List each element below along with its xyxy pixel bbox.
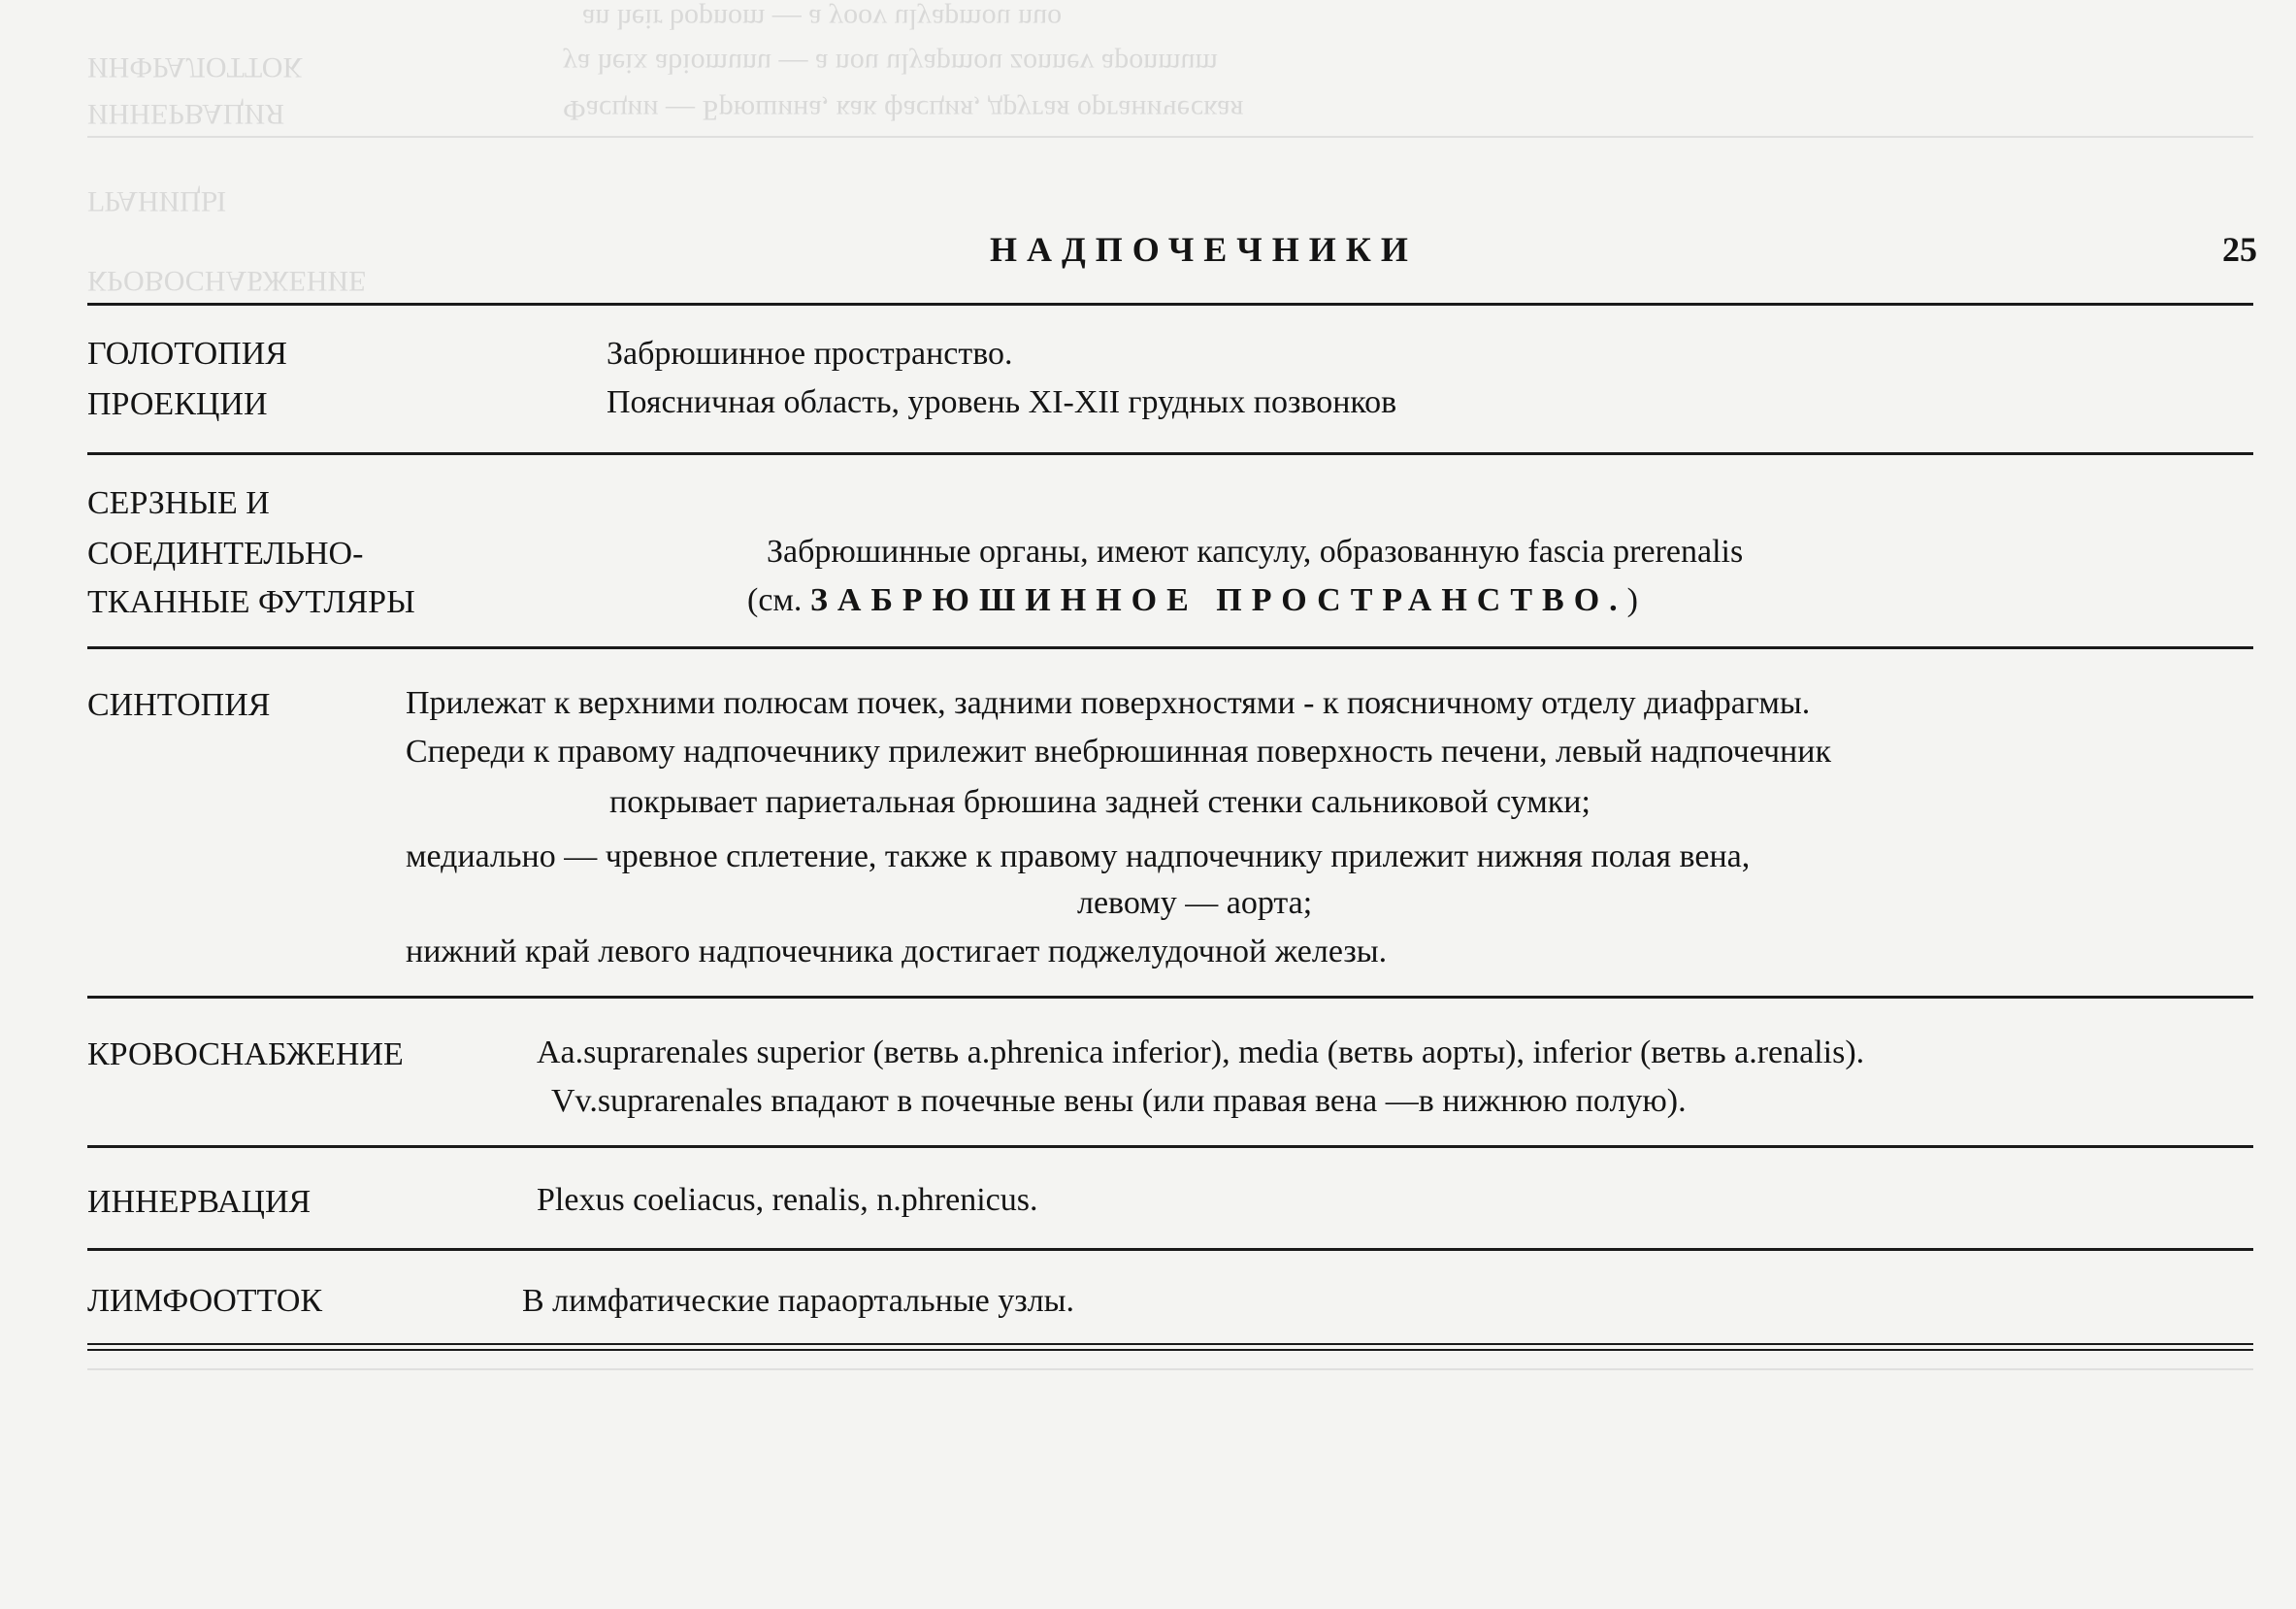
- label-fasciae-1: СЕРЗНЫЕ И: [87, 485, 270, 521]
- fasciae-ref-suffix: ): [1626, 582, 1638, 618]
- bleed-through-label: ИННЕРВАЦИЯ: [87, 98, 285, 130]
- text-fasciae-1: Забрюшинные органы, имеют капсулу, образованную fascia prerenalis: [767, 534, 1744, 570]
- label-blood-supply: КРОВОСНАБЖЕНИЕ: [87, 1036, 404, 1072]
- section-divider: [87, 646, 2253, 649]
- text-syntopia-4: медиально — чревное сплетение, также к правому надпочечнику прилежит нижняя полая вена,: [406, 838, 1751, 874]
- text-projections: Поясничная область, уровень XI-XII грудных позвонков: [607, 384, 1397, 420]
- text-syntopia-2: Спереди к правому надпочечнику прилежит внебрюшинная поверхность печени, левый надпочечник: [406, 734, 1831, 770]
- text-syntopia-3: покрывает париетальная брюшина задней стенки сальниковой сумки;: [609, 784, 1591, 820]
- label-syntopia: СИНТОПИЯ: [87, 687, 271, 723]
- text-blood-supply-1: Aa.suprarenales superior (ветвь a.phrenica inferior), media (ветвь аорты), inferior (ветвь a.renalis).: [537, 1034, 1865, 1070]
- bleed-through-rule: [87, 136, 2253, 138]
- section-divider: [87, 1248, 2253, 1251]
- cross-reference-link: ЗАБРЮШИННОЕ ПРОСТРАНСТВО.: [809, 582, 1627, 618]
- footer-rule: [87, 1343, 2253, 1345]
- text-golotopia: Забрюшинное пространство.: [607, 336, 1013, 372]
- label-projections: ПРОЕКЦИИ: [87, 386, 268, 422]
- label-lymph: ЛИМФООТТОК: [87, 1283, 323, 1319]
- label-golotopia: ГОЛОТОПИЯ: [87, 336, 287, 372]
- section-divider: [87, 1145, 2253, 1148]
- header-rule: [87, 303, 2253, 306]
- text-fasciae-2: [747, 582, 1638, 619]
- page-title: НАДПОЧЕЧНИКИ: [990, 230, 1418, 269]
- text-blood-supply-2: Vv.suprarenales впадают в почечные вены (или правая вена —в нижнюю полую).: [551, 1083, 1687, 1119]
- label-fasciae-2: СОЕДИНТЕЛЬНО-: [87, 536, 364, 572]
- bleed-through-rule: [87, 1368, 2253, 1370]
- section-divider: [87, 996, 2253, 999]
- page-number: 25: [2222, 230, 2257, 269]
- bleed-through-label: ИНФРАЛОТТОК: [87, 51, 303, 83]
- bleed-through-label: КРОВОСНАБЖЕНИЕ: [87, 265, 367, 297]
- text-innervation: Plexus coeliacus, renalis, n.phrenicus.: [537, 1182, 1038, 1218]
- text-syntopia-1: Прилежат к верхними полюсам почек, задними поверхностями - к поясничному отделу диафрагмы.: [406, 685, 1811, 721]
- fasciae-ref-prefix: (см.: [747, 582, 803, 618]
- text-lymph: В лимфатические параортальные узлы.: [522, 1283, 1075, 1319]
- label-fasciae-3: ТКАННЫЕ ФУТЛЯРЫ: [87, 584, 415, 620]
- text-syntopia-5: левому — аорта;: [1077, 885, 1313, 921]
- section-divider: [87, 452, 2253, 455]
- bleed-through-line: an heir bopnom — a yoov ulyapmou nuo: [582, 3, 1063, 35]
- bleed-through-line: ya heix abiomunu — a nou ulyapmou zonnev aponmum: [563, 48, 1218, 80]
- bleed-through-line: Фасции — Брюшина, как фасция, другая органическая: [563, 94, 1244, 126]
- bleed-through-label: ГРАНИЦЫ: [87, 185, 227, 217]
- text-syntopia-6: нижний край левого надпочечника достигает поджелудочной железы.: [406, 934, 1388, 969]
- label-innervation: ИННЕРВАЦИЯ: [87, 1184, 312, 1220]
